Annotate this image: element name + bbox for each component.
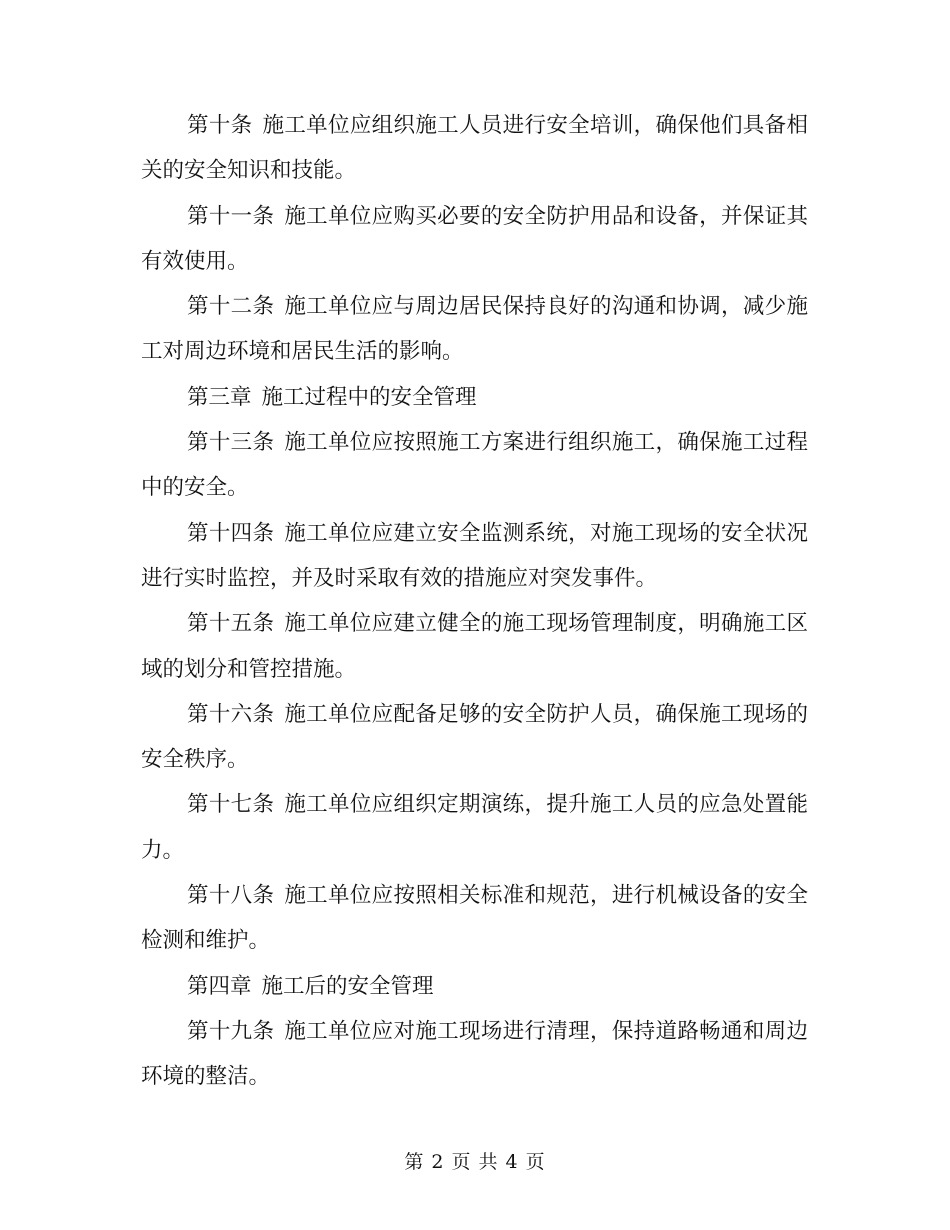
- article-label: 第十七条: [187, 792, 275, 818]
- paragraph-article-19: [141, 1009, 808, 1100]
- chapter-title: 施工后的安全管理: [261, 973, 434, 999]
- article-text: 施工单位应按照相关标准和规范，进行机械设备的安全检测和维护。: [141, 883, 808, 954]
- article-text: 施工单位应对施工现场进行清理，保持道路畅通和周边环境的整洁。: [141, 1018, 808, 1090]
- paragraph-article-17: [141, 782, 808, 873]
- page-footer: [0, 1147, 950, 1174]
- paragraph-article-15: [141, 601, 808, 692]
- chapter-label: 第三章: [187, 384, 252, 410]
- paragraph-article-12: [141, 284, 808, 375]
- article-text: 施工单位应配备足够的安全防护人员，确保施工现场的安全秩序。: [141, 701, 808, 773]
- article-label: 第十条: [187, 113, 253, 138]
- article-text: 施工单位应按照施工方案进行组织施工，确保施工过程中的安全。: [141, 430, 808, 501]
- article-text: 施工单位应购买必要的安全防护用品和设备，并保证其有效使用。: [141, 203, 808, 274]
- paragraph-article-14: [141, 511, 808, 602]
- article-label: 第十四条: [187, 520, 275, 546]
- article-label: 第十九条: [187, 1018, 275, 1044]
- paragraph-article-11: [141, 194, 808, 285]
- chapter-title: 施工过程中的安全管理: [261, 384, 477, 410]
- chapter-label: 第四章: [187, 973, 252, 999]
- article-label: 第十五条: [187, 611, 275, 637]
- article-text: 施工单位应组织施工人员进行安全培训，确保他们具备相关的安全知识和技能。: [141, 113, 808, 184]
- article-text: 施工单位应建立健全的施工现场管理制度，明确施工区域的划分和管控措施。: [141, 611, 808, 682]
- chapter-heading-3: [141, 375, 808, 420]
- article-label: 第十二条: [187, 294, 275, 320]
- document-body: [141, 103, 808, 1100]
- article-text: 施工单位应建立安全监测系统，对施工现场的安全状况进行实时监控，并及时采取有效的措施应对突发事件。: [141, 520, 808, 591]
- article-label: 第十三条: [187, 430, 275, 456]
- article-label: 第十八条: [187, 883, 275, 909]
- paragraph-article-16: [141, 692, 808, 783]
- paragraph-article-18: [141, 873, 808, 964]
- paragraph-article-10: [141, 103, 808, 194]
- page-number: 第 2 页 共 4 页: [404, 1151, 546, 1173]
- article-text: 施工单位应组织定期演练，提升施工人员的应急处置能力。: [141, 792, 808, 863]
- article-text: 施工单位应与周边居民保持良好的沟通和协调，减少施工对周边环境和居民生活的影响。: [141, 294, 808, 365]
- article-label: 第十六条: [187, 701, 275, 727]
- paragraph-article-13: [141, 420, 808, 511]
- article-label: 第十一条: [187, 203, 275, 229]
- chapter-heading-4: [141, 964, 808, 1009]
